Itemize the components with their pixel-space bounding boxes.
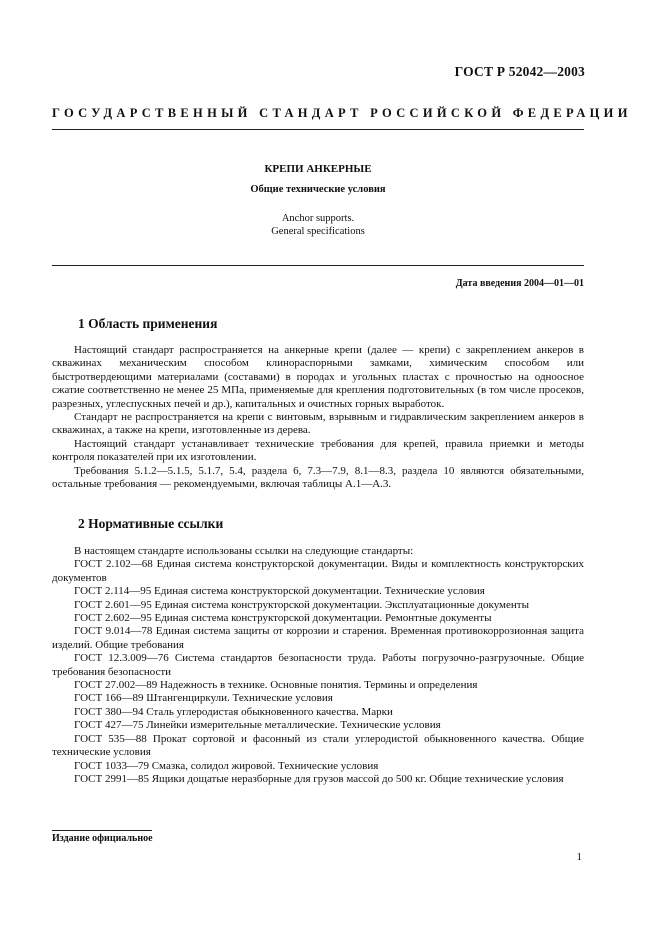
section-1-paragraph: Требования 5.1.2—5.1.5, 5.1.7, 5.4, раздела 6, 7.3—7.9, 8.1—8.3, раздела 10 являются обязательными, остальные требования — рекомендуемыми, включая таблицы А.1—А.3. bbox=[52, 464, 584, 491]
introduction-date: Дата введения 2004—01—01 bbox=[455, 278, 584, 289]
reference-item: ГОСТ 535—88 Прокат сортовой и фасонный из стали углеродистой обыкновенного качества. Общие технические условия bbox=[52, 732, 584, 759]
reference-item: ГОСТ 12.3.009—76 Система стандартов безопасности труда. Работы погрузочно-разгрузочные. Общие требования безопасности bbox=[52, 652, 584, 678]
reference-item: ГОСТ 2.114—95 Единая система конструкторской документации. Технические условия bbox=[74, 585, 485, 598]
state-standard-banner: ГОСУДАРСТВЕННЫЙ СТАНДАРТ РОССИЙСКОЙ ФЕДЕРАЦИИ bbox=[52, 106, 632, 120]
footer-divider bbox=[52, 830, 152, 831]
english-title-line-1: Anchor supports. bbox=[281, 213, 355, 224]
page-number: 1 bbox=[576, 851, 582, 863]
reference-item: ГОСТ 427—75 Линейки измерительные металлические. Технические условия bbox=[74, 719, 441, 732]
reference-item: ГОСТ 9.014—78 Единая система защиты от коррозии и старения. Временная противокоррозионная защита изделий. Общие требования bbox=[52, 625, 584, 651]
reference-item: ГОСТ 1033—79 Смазка, солидол жировой. Технические условия bbox=[74, 759, 379, 772]
top-divider bbox=[52, 129, 584, 130]
section-1-heading: 1 Область применения bbox=[78, 316, 218, 331]
section-2-body bbox=[52, 545, 584, 786]
section-1-body bbox=[52, 344, 584, 491]
middle-divider bbox=[52, 265, 584, 266]
section-2-heading: 2 Нормативные ссылки bbox=[78, 516, 224, 531]
english-title-line-2: General specifications bbox=[271, 226, 365, 237]
reference-item: ГОСТ 2.602—95 Единая система конструкторской документации. Ремонтные документы bbox=[74, 612, 492, 625]
reference-item: ГОСТ 166—89 Штангенциркули. Технические условия bbox=[74, 692, 333, 705]
section-1-paragraph: Стандарт не распространяется на крепи с винтовым, взрывным и гидравлическим закреплением анкеров в скважинах, а также на крепи, изготовленные из дерева. bbox=[52, 411, 584, 437]
document-title: КРЕПИ АНКЕРНЫЕ bbox=[264, 163, 372, 175]
section-2-intro: В настоящем стандарте использованы ссылки на следующие стандарты: bbox=[74, 545, 414, 557]
section-1-paragraph: Настоящий стандарт распространяется на анкерные крепи (далее — крепи) с закреплением анкеров в скважинах механическим способом клинораспорными замками, химическим способом или быстротвердеющими материалами (составами) в породах и угольных пластах с прочностью на одноосное сжатие соответственно не менее 25 МПа, применяемые для крепления подготовительных (в том числе просеков, разрезных, углеспускных печей и др.), капитальных и очистных горных выработок. bbox=[52, 344, 584, 410]
reference-item: ГОСТ 27.002—89 Надежность в технике. Основные понятия. Термины и определения bbox=[74, 679, 478, 692]
document-subtitle: Общие технические условия bbox=[250, 184, 386, 195]
edition-label: Издание официальное bbox=[52, 833, 153, 844]
gost-number: ГОСТ Р 52042—2003 bbox=[454, 64, 585, 79]
reference-item: ГОСТ 2991—85 Ящики дощатые неразборные для грузов массой до 500 кг. Общие технические условия bbox=[74, 772, 564, 785]
reference-item: ГОСТ 380—94 Сталь углеродистая обыкновенного качества. Марки bbox=[74, 705, 393, 718]
reference-item: ГОСТ 2.601—95 Единая система конструкторской документации. Эксплуатационные документы bbox=[74, 598, 529, 611]
english-title bbox=[52, 212, 584, 238]
reference-item: ГОСТ 2.102—68 Единая система конструкторской документации. Виды и комплектность конструкторских документов bbox=[52, 558, 584, 584]
section-1-paragraph: Настоящий стандарт устанавливает технические требования для крепей, правила приемки и методы контроля показателей при их изготовлении. bbox=[52, 437, 584, 464]
